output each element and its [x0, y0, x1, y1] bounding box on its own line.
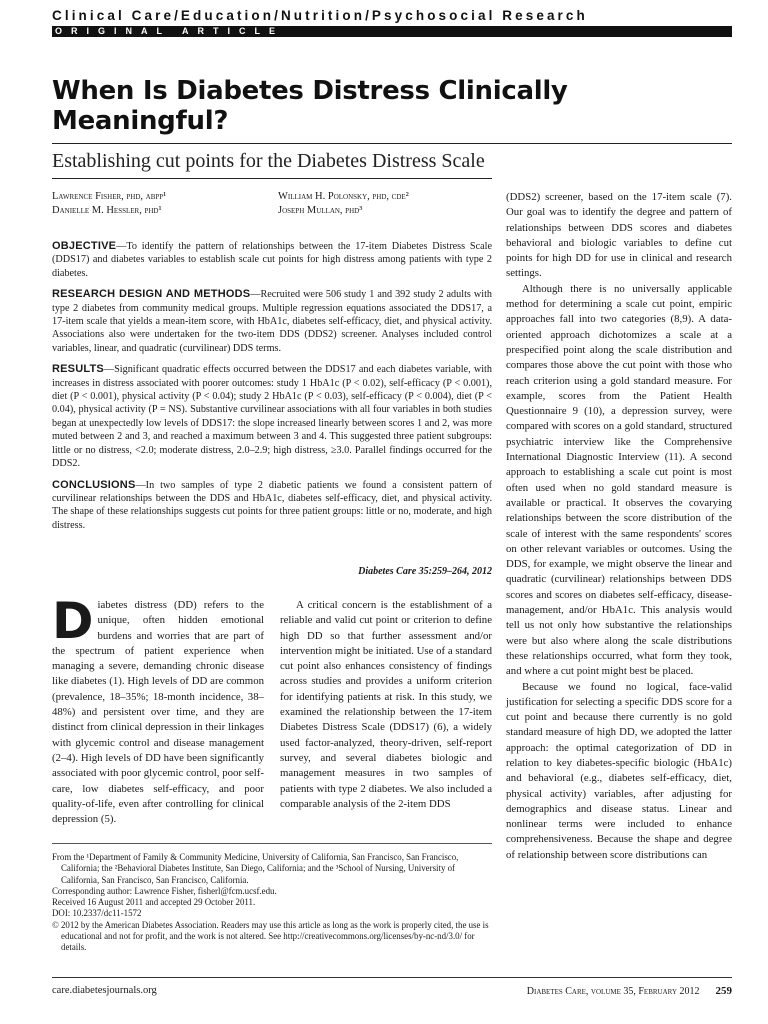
title-rule	[52, 143, 732, 144]
author-name: Danielle M. Hessler, phd¹	[52, 205, 162, 216]
footer-rule	[52, 977, 732, 978]
article-subtitle: Establishing cut points for the Diabetes Distress Scale	[52, 150, 485, 172]
doi: DOI: 10.2337/dc11-1572	[52, 908, 142, 919]
footer-journal	[470, 985, 732, 997]
author-name: Joseph Mullan, phd³	[278, 205, 363, 216]
abstract-text: —In two samples of type 2 diabetic patients we found a consistent pattern of curvilinear relationships between the DDS and HbA1c, diabetes self-efficacy, diet, and physical activity. The shape of these relationships suggests cut points for three patient groups: little or no, moderate, and high distress.	[52, 479, 492, 531]
body-paragraph: A critical concern is the establishment of a reliable and valid cut point or criterion to define high DD so that further assessment and/or intervention might be initiated. Use of a standard cut point also enhances consistency of findings across studies and provides a uniform criterion for identifying patients at risk. In this study, we examined the relationship between the 17-item Diabetes Distress Scale (DDS17) (6), a widely used factor-analyzed, theory-driven, self-report survey, and several diabetes biologic and management measures in two samples of patients with type 2 diabetes. We also included a comparable analysis of the 2-item DDS	[280, 599, 492, 810]
abstract-heading: OBJECTIVE	[52, 240, 117, 252]
body-paragraph: iabetes distress (DD) refers to the unique, often hidden emotional burdens and worries that are part of the spectrum of patient experience when managing a severe, demanding chronic disease like diabetes (1). High levels of DD are common (prevalence, 18–35%; 18-month incidence, 38–48%) and persistent over time, and they are distinct from clinical depression in their linkages with glycemic control and disease management (2–4). High levels of DD have been significantly associated with poor glycemic control, poor self-care, low diabetes self-efficacy, and poor quality-of-life, even after controlling for clinical depression (5).	[52, 599, 264, 826]
citation: Diabetes Care 35:259–264, 2012	[358, 566, 492, 577]
abstract	[52, 240, 492, 540]
authors-left	[52, 190, 166, 218]
footnote-rule	[52, 843, 492, 844]
subtitle-rule	[52, 178, 492, 179]
abstract-text: —Recruited were 506 study 1 and 392 study 2 adults with type 2 diabetes from community medical groups. Multiple regression equations associated the DDS17, a 17-item scale that yields a mean-item score, with HbA1c, diabetes self-efficacy, diet, and physical activity. Associations also were undertaken for the two-item DDS (DDS2) screener. Analyses included control variables, linear, and quadratic (curvilinear) DDS terms.	[52, 289, 492, 354]
received-date: Received 16 August 2011 and accepted 29 October 2011.	[52, 897, 256, 908]
abstract-heading: RESEARCH DESIGN AND METHODS	[52, 288, 251, 301]
footnotes	[52, 852, 492, 954]
body-paragraph: (DDS2) screener, based on the 17-item scale (7). Our goal was to identify the degree and pattern of relationships between DDS scores and diabetes behavioral and biologic variables to define cut points for high DD for use in clinical and research settings.	[506, 191, 732, 280]
abstract-conclusions	[52, 479, 492, 533]
abstract-heading: CONCLUSIONS	[52, 478, 136, 491]
body-column-2	[280, 598, 492, 812]
body-column-3	[506, 190, 732, 863]
abstract-text: —To identify the pattern of relationships between the 17-item Diabetes Distress Scale (DDS17) and diabetes variables to establish scale cut points for high distress among patients with type 2 diabetes.	[52, 241, 492, 279]
abstract-methods	[52, 288, 492, 355]
section-heading: Clinical Care/Education/Nutrition/Psychosocial Research	[52, 8, 588, 23]
affiliations: From the ¹Department of Family & Community Medicine, University of California, San Francisco, San Francisco, California; the ²Behavioral Diabetes Institute, San Diego, California; and the ³School of Nursing, University of California, San Francisco, San Francisco, California.	[52, 852, 459, 885]
article-type-bar: ORIGINAL ARTICLE	[52, 26, 732, 37]
body-column-1	[52, 592, 264, 827]
journal-issue: Diabetes Care, volume 35, February 2012	[526, 986, 700, 997]
abstract-results	[52, 363, 492, 470]
abstract-text: —Significant quadratic effects occurred between the DDS17 and each diabetes variable, with increases in distress associated with poorer outcomes: study 1 HbA1c (P < 0.02), self-efficacy (P < 0.001), diet (P < 0.001), physical activity (P < 0.04); study 2 HbA1c (P < 0.03), self-efficacy (P < 0.004), diet (P < 0.04), physical activity (P = NS). Substantive curvilinear associations with all four variables in both studies began at unexpectedly low levels of DDS17: the slope increased linearly between scores 1 and 2, was more muted between 2 and 3, and reached a maximum between 3 and 4. This suggested three patient subgroups: little or no distress, <2.0; moderate distress, 2.0–2.9; high distress, ≥3.0. Parallel findings occurred for the DDS2.	[52, 364, 492, 470]
page-number: 259	[715, 985, 732, 997]
copyright: © 2012 by the American Diabetes Association. Readers may use this article as long as the work is properly cited, the use is educational and not for profit, and the work is not altered. See http://creativecommons.org/licenses/by-nc-nd/3.0/ for details.	[52, 919, 489, 953]
abstract-heading: RESULTS	[52, 363, 104, 376]
author-name: William H. Polonsky, phd, cde²	[278, 191, 409, 202]
abstract-objective	[52, 240, 492, 280]
corresponding-author: Corresponding author: Lawrence Fisher, fisherl@fcm.ucsf.edu.	[52, 885, 277, 896]
body-paragraph: Although there is no universally applicable method for determining a scale cut point, empiric approaches fall into two categories (8,9). A data-oriented approach dichotomizes a scale at a prespecified point along the scale distribution and compares those above the cut point with those who reach criterion using a gold standard measure. For example, scores from the Patient Health Questionnaire 9 (10), a depression survey, were compared with scores on a gold standard, structured psychiatric interview like the Comprehensive International Diagnostic Interview (11). A second approach to establishing a scale cut point is most often used when no gold standard measure is available or practical. It observes the covarying relationships between the score distribution of the scale of interest with the same respondents' scores on other relevant variables or outcomes. Using the DDS, for example, we might observe the linear and quadratic (curvilinear) relationships between DDS scores and scores on diabetes self-efficacy, disease-management, and/or HbA1c. This analysis would tell us not only how substantive the relationships were but also where along the scale distributions these relationships occurred, what form they took, and where a cut point might best be placed.	[506, 282, 732, 678]
article-title: When Is Diabetes Distress Clinically Meaningful?	[52, 76, 568, 136]
authors-right	[278, 190, 409, 218]
journal-header	[52, 8, 732, 37]
journal-url[interactable]: care.diabetesjournals.org	[52, 985, 157, 996]
dropcap: D	[52, 592, 94, 650]
author-name: Lawrence Fisher, phd, abpp¹	[52, 191, 167, 202]
body-paragraph: Because we found no logical, face-valid justification for selecting a specific DDS score for a cut point and because there currently is no gold standard measure of high DD, we adopted the latter approach: the optimal categorization of DD in relation to key diabetes-specific biologic (HbA1c) and behavioral (e.g., diabetes self-efficacy, diet, physical activity) variables, after adjusting for demographics and disease status. Linear and nonlinear terms were included to enhance comprehensiveness. Because the shape and degree of relationship between score distributions can	[506, 680, 732, 861]
